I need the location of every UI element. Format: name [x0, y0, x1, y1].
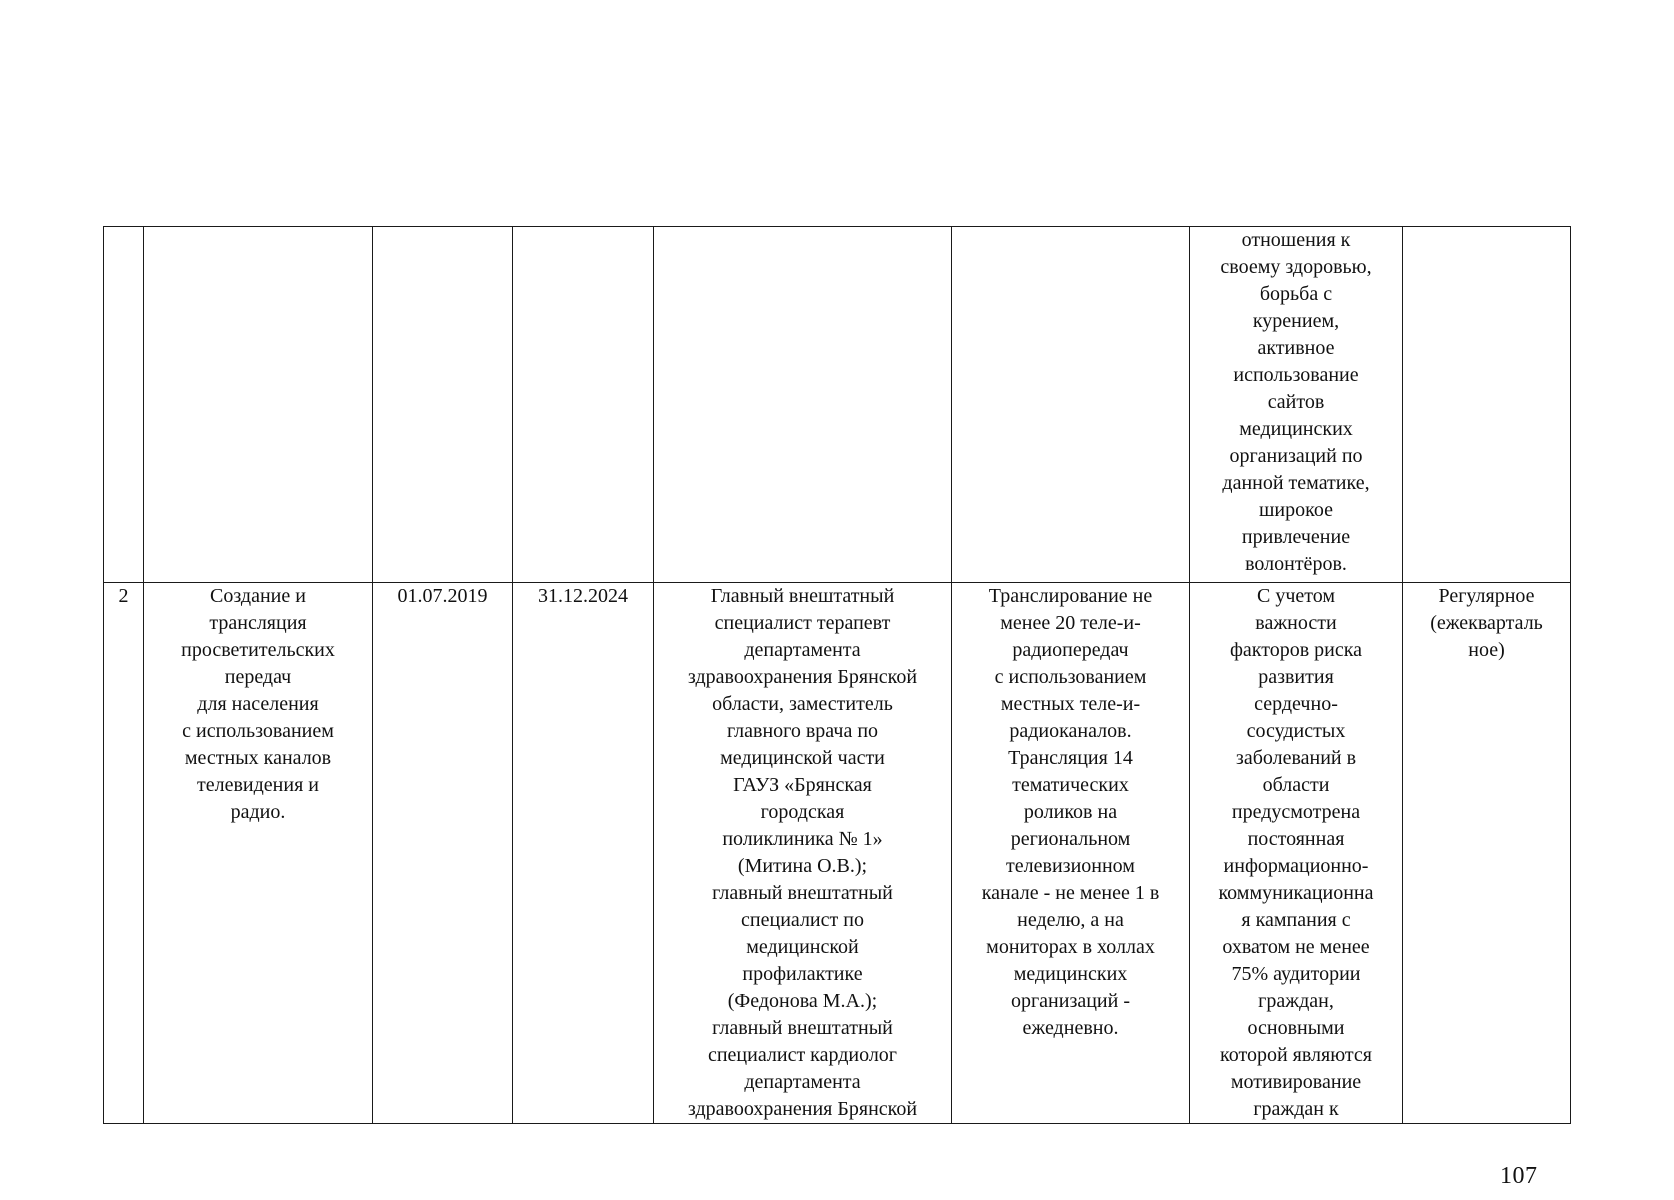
- event-cell: [144, 227, 373, 583]
- plan-table: [103, 226, 1571, 1124]
- event-text: Создание и трансляция просветительских передач для населения с использованием местных каналов телевидения и радио.: [181, 585, 335, 823]
- end-date-cell: [513, 227, 654, 583]
- start-date-cell: [373, 227, 513, 583]
- result-cell: [952, 227, 1190, 583]
- effect-text: С учетом важности факторов риска развития сердечно- сосудистых заболеваний в области предусмотрена постоянная информационно- коммуникационна я кампания с охватом не менее 75% аудитории граждан, основными которой являются мотивирование граждан к: [1218, 585, 1374, 1120]
- frequency-text: Регулярное (ежекварталь ное): [1430, 585, 1543, 661]
- page-number: 107: [1500, 1163, 1538, 1189]
- effect-cell: [1190, 583, 1403, 1124]
- frequency-cell: [1403, 227, 1571, 583]
- effect-cell: [1190, 227, 1403, 583]
- start-date-cell: [373, 583, 513, 1124]
- result-text: Транслирование не менее 20 теле-и- радиопередач с использованием местных теле-и- радиоканалов. Трансляция 14 тематических роликов на региональном телевизионном канале - не менее 1 в неделю, а на мониторах в холлах медицинских организаций - ежедневно.: [981, 585, 1160, 1039]
- start-date: 01.07.2019: [397, 585, 488, 607]
- effect-text: отношения к своему здоровью, борьба с курением, активное использование сайтов медицинских организаций по данной тематике, широкое привлечение волонтёров.: [1220, 229, 1372, 575]
- number-cell: [104, 227, 144, 583]
- responsible-cell: [654, 583, 952, 1124]
- result-cell: [952, 583, 1190, 1124]
- end-date-cell: [513, 583, 654, 1124]
- responsible-cell: [654, 227, 952, 583]
- row-number: 2: [118, 585, 129, 607]
- frequency-cell: [1403, 583, 1571, 1124]
- number-cell: [104, 583, 144, 1124]
- table-row-continued: [104, 227, 1571, 583]
- table-row-2: [104, 583, 1571, 1124]
- event-cell: [144, 583, 373, 1124]
- end-date: 31.12.2024: [538, 585, 628, 607]
- responsible-text: Главный внештатный специалист терапевт департамента здравоохранения Брянской области, заместитель главного врача по медицинской части ГАУЗ «Брянская городская поликлиника № 1» (Митина О.В.); главный внештатный специалист по медицинской профилактике (Федонова М.А.); главный внештатный специалист кардиолог департамента здравоохранения Брянской: [687, 585, 918, 1120]
